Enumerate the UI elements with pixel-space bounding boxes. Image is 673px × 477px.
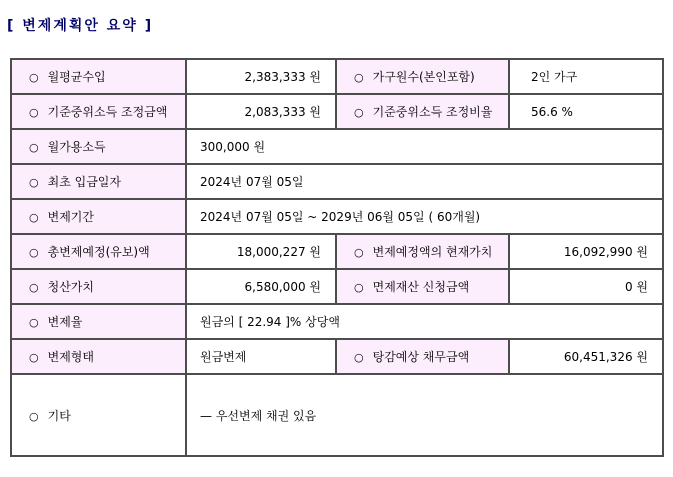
label-text: 변제형태 <box>47 350 94 364</box>
value-cell: 2024년 07월 05일 ~ 2029년 06월 05일 ( 60개월) <box>186 199 663 234</box>
value-cell: 60,451,326 원 <box>509 339 663 374</box>
value-cell: 56.6 % <box>509 94 663 129</box>
value-cell: 원금변제 <box>186 339 336 374</box>
page-title: [ 변제계획안 요약 ] <box>7 18 154 34</box>
value-cell: — 우선변제 채권 있음 <box>186 374 663 456</box>
label-cell <box>11 94 186 129</box>
table-row-liquidation-value <box>11 269 663 304</box>
label-text: 청산가치 <box>47 280 94 294</box>
label-cell <box>11 304 186 339</box>
table-row-total-planned-repayment <box>11 234 663 269</box>
label-text: 변제율 <box>47 315 83 329</box>
circle-bullet-icon: ○ <box>29 316 39 329</box>
label-cell <box>11 339 186 374</box>
value-cell: 0 원 <box>509 269 663 304</box>
label-text: 총변제예정(유보)액 <box>47 245 150 259</box>
label-cell <box>336 234 509 269</box>
value-cell: 300,000 원 <box>186 129 663 164</box>
label-text: 변제기간 <box>47 210 94 224</box>
label-text: 월가용소득 <box>47 140 106 154</box>
table-row-disposable-income <box>11 129 663 164</box>
value-cell: 2인 가구 <box>509 59 663 94</box>
label-text: 최초 입금일자 <box>47 175 121 189</box>
circle-bullet-icon: ○ <box>29 176 39 189</box>
label-text: 면제재산 신청금액 <box>372 280 470 294</box>
table-row-monthly-income <box>11 59 663 94</box>
value-cell: 2,383,333 원 <box>186 59 336 94</box>
label-cell <box>336 94 509 129</box>
circle-bullet-icon: ○ <box>29 141 39 154</box>
value-cell: 2,083,333 원 <box>186 94 336 129</box>
label-cell <box>336 269 509 304</box>
circle-bullet-icon: ○ <box>29 281 39 294</box>
table-row-repayment-type <box>11 339 663 374</box>
circle-bullet-icon: ○ <box>354 71 364 84</box>
label-cell <box>11 269 186 304</box>
label-text: 기준중위소득 조정비율 <box>372 105 493 119</box>
label-text: 가구원수(본인포함) <box>372 70 475 84</box>
page <box>0 15 673 457</box>
table-row-etc <box>11 374 663 456</box>
label-cell <box>336 59 509 94</box>
circle-bullet-icon: ○ <box>354 281 364 294</box>
circle-bullet-icon: ○ <box>354 246 364 259</box>
value-cell: 6,580,000 원 <box>186 269 336 304</box>
circle-bullet-icon: ○ <box>29 351 39 364</box>
label-text: 기타 <box>47 408 71 423</box>
value-cell: 16,092,990 원 <box>509 234 663 269</box>
circle-bullet-icon: ○ <box>354 351 364 364</box>
label-text: 변제예정액의 현재가치 <box>372 245 493 259</box>
repayment-summary-table <box>10 58 664 457</box>
table-row-repayment-period <box>11 199 663 234</box>
table-row-median-income-adjusted <box>11 94 663 129</box>
table-row-repayment-rate <box>11 304 663 339</box>
circle-bullet-icon: ○ <box>29 211 39 224</box>
label-text: 탕감예상 채무금액 <box>372 350 470 364</box>
value-cell: 2024년 07월 05일 <box>186 164 663 199</box>
label-cell <box>11 374 186 456</box>
label-cell <box>11 59 186 94</box>
value-cell: 18,000,227 원 <box>186 234 336 269</box>
circle-bullet-icon: ○ <box>29 409 39 423</box>
value-cell: 원금의 [ 22.94 ]% 상당액 <box>186 304 663 339</box>
label-text: 기준중위소득 조정금액 <box>47 105 168 119</box>
label-cell <box>11 164 186 199</box>
circle-bullet-icon: ○ <box>29 246 39 259</box>
label-cell <box>11 129 186 164</box>
table-row-first-deposit-date <box>11 164 663 199</box>
circle-bullet-icon: ○ <box>29 106 39 119</box>
label-cell <box>11 199 186 234</box>
label-text: 월평균수입 <box>47 70 106 84</box>
circle-bullet-icon: ○ <box>354 106 364 119</box>
label-cell <box>336 339 509 374</box>
circle-bullet-icon: ○ <box>29 71 39 84</box>
label-cell <box>11 234 186 269</box>
